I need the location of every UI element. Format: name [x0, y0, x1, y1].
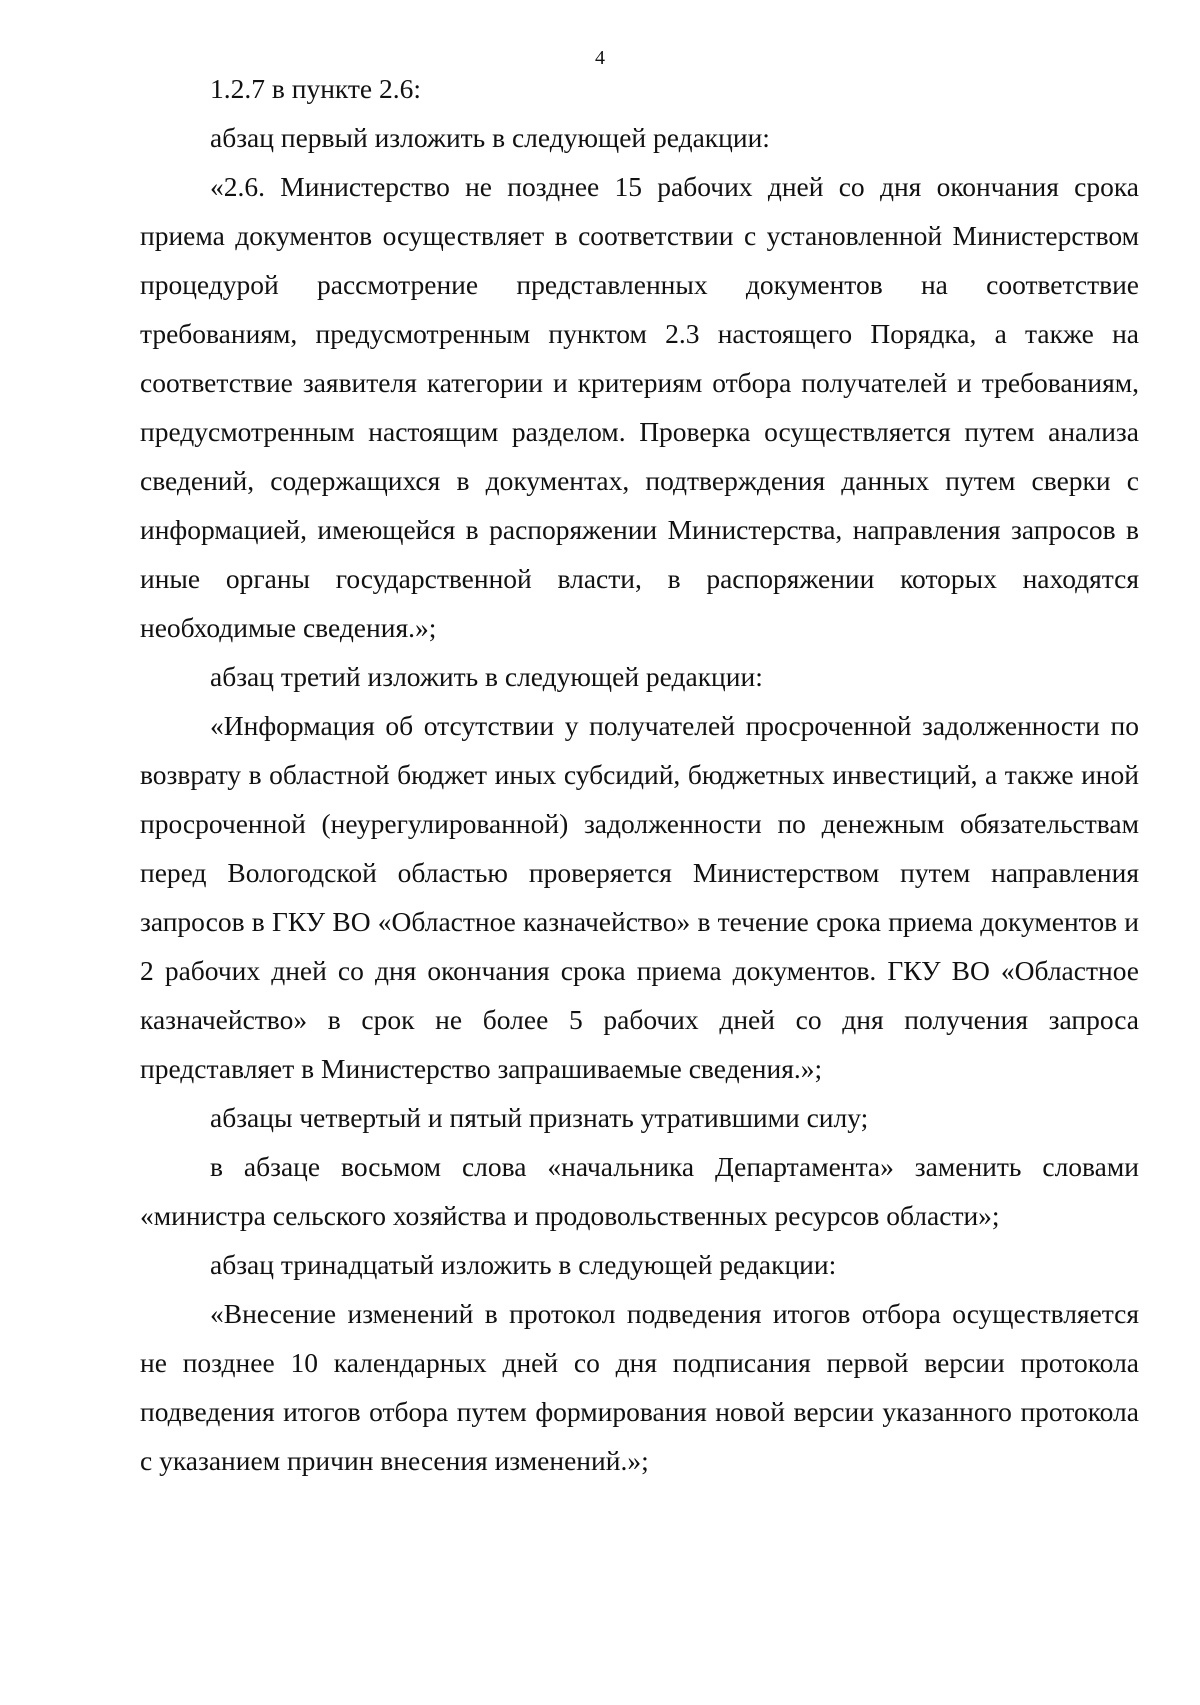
paragraph-new-text-information: «Информация об отсутствии у получателей просроченной задолженности по возврату в областной бюджет иных субсидий, бюджетных инвестиций, а также иной просроченной (неурегулированной) задолженности по денежным обязательствам перед Вологодской областью проверяется Министерством путем направления запросов в ГКУ ВО «Областное казначейство» в течение срока приема документов и 2 рабочих дней со дня окончания срока приема документов. ГКУ ВО «Областное казначейство» в срок не более 5 рабочих дней со дня получения запроса представляет в Министерство запрашиваемые сведения.»; [140, 710, 1139, 1084]
paragraph-new-text-2-6: «2.6. Министерство не позднее 15 рабочих дней со дня окончания срока приема документов осуществляет в соответствии с установленной Министерством процедурой рассмотрение представленных документов на соответствие требованиям, предусмотренным пунктом 2.3 настоящего Порядка, а также на соответствие заявителя категории и критериям отбора получателей и требованиям, предусмотренным настоящим разделом. Проверка осуществляется путем анализа сведений, содержащихся в документах, подтверждения данных путем сверки с информацией, имеющейся в распоряжении Министерства, направления запросов в иные органы государственной власти, в распоряжении которых находятся необходимые сведения.»; [140, 171, 1139, 643]
paragraph-replace-words: в абзаце восьмом слова «начальника Департамента» заменить словами «министра сельского хозяйства и продовольственных ресурсов области»; [140, 1151, 1139, 1231]
paragraph-instruction-third: абзац третий изложить в следующей редакции: [210, 661, 763, 692]
paragraph-new-text-protocol: «Внесение изменений в протокол подведения итогов отбора осуществляется не позднее 10 календарных дней со дня подписания первой версии протокола подведения итогов отбора путем формирования новой версии указанного протокола с указанием причин внесения изменений.»; [140, 1298, 1139, 1476]
paragraph-instruction-thirteenth: абзац тринадцатый изложить в следующей редакции: [210, 1249, 837, 1280]
paragraph-item-heading: 1.2.7 в пункте 2.6: [210, 73, 422, 104]
page-number: 4 [595, 47, 605, 69]
document-body [140, 64, 1139, 1485]
paragraph-repeal: абзацы четвертый и пятый признать утратившими силу; [210, 1102, 869, 1133]
paragraph-instruction-first: абзац первый изложить в следующей редакции: [210, 122, 770, 153]
